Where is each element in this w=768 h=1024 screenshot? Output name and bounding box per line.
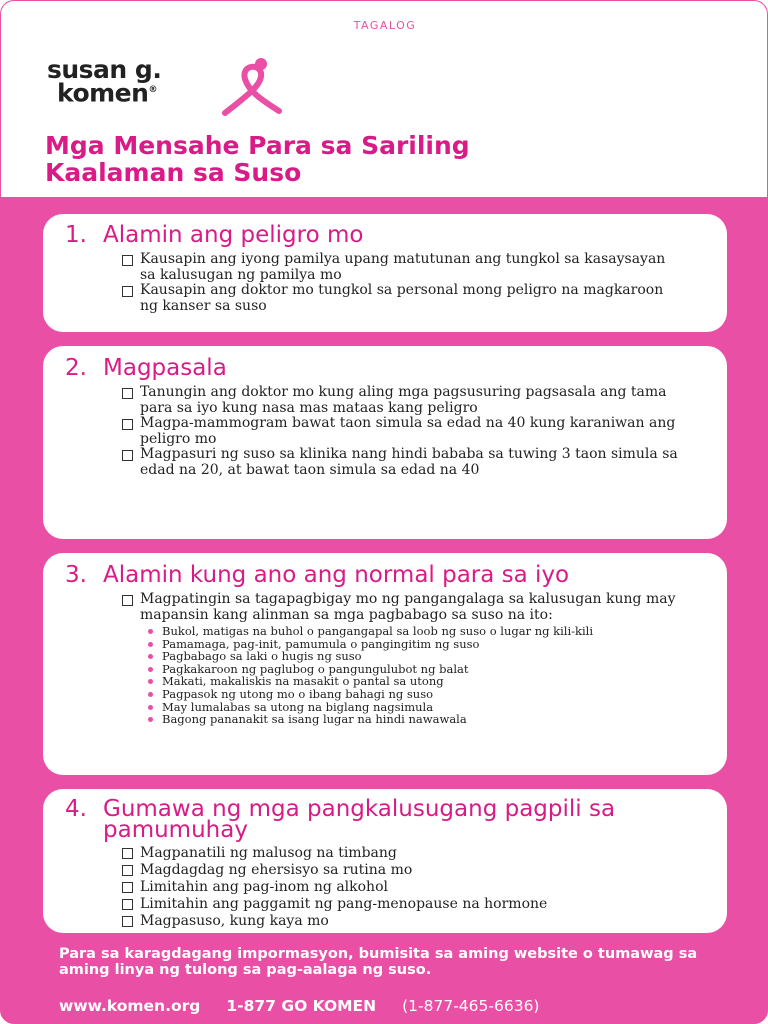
checkbox-icon — [122, 255, 133, 266]
section-4-number: 4. — [65, 796, 87, 822]
logo-registered: ® — [148, 85, 157, 95]
header-area — [1, 1, 768, 197]
bullet-item: May lumalabas sa utong na biglang nagsimula — [148, 701, 693, 714]
section-4-title: Gumawa ng mga pangkalusugang pagpili sa pamumuhay — [103, 796, 616, 843]
section-1-heading — [65, 222, 727, 248]
language-label: TAGALOG — [353, 19, 417, 32]
website-link[interactable]: www.komen.org — [59, 997, 201, 1015]
checklist-item: Magpanatili ng malusog na timbang — [122, 845, 722, 862]
bullet-item: Pagbabago sa laki o hugis ng suso — [148, 650, 693, 663]
logo-wordmark — [47, 55, 162, 108]
contact-line — [59, 997, 749, 1015]
checkbox-icon — [122, 882, 133, 893]
bullet-item: Pamamaga, pag-init, pamumula o pangingitim ng suso — [148, 638, 693, 651]
bullet-dot-icon — [148, 654, 153, 659]
footer-text: Para sa karagdagang impormasyon, bumisita sa aming website o tumawag sa aming linya ng tulong sa pag-aalaga ng suso. — [59, 946, 698, 978]
section-2-panel — [43, 346, 727, 539]
bullet-dot-icon — [148, 717, 153, 722]
phone-numeric: (1-877-465-6636) — [402, 997, 540, 1015]
bullet-dot-icon — [148, 667, 153, 672]
section-3-number: 3. — [65, 562, 87, 588]
section-2-title: Magpasala — [103, 355, 227, 381]
checklist-item: Kausapin ang doktor mo tungkol sa personal mong peligro na magkaroon ng kanser sa suso — [122, 283, 682, 314]
checkbox-icon — [122, 419, 133, 430]
checkbox-icon — [122, 286, 133, 297]
checklist-item: Magpa-mammogram bawat taon simula sa edad na 40 kung karaniwan ang peligro mo — [122, 416, 682, 447]
section-1-number: 1. — [65, 222, 87, 248]
section-1-panel — [43, 214, 727, 332]
checkbox-icon — [122, 865, 133, 876]
checkbox-icon — [122, 916, 133, 927]
bullet-dot-icon — [148, 679, 153, 684]
checklist-item: Magpasuri ng suso sa klinika nang hindi bababa sa tuwing 3 taon simula sa edad na 20, at bawat taon simula sa edad na 40 — [122, 447, 682, 478]
page-title — [45, 132, 735, 186]
bullet-item: Bukol, matigas na buhol o pangangapal sa loob ng suso o lugar ng kili-kili — [148, 625, 693, 638]
checkbox-icon — [122, 899, 133, 910]
checkbox-icon — [122, 848, 133, 859]
bullet-item: Pagpasok ng utong mo o ibang bahagi ng suso — [148, 688, 693, 701]
section-3-panel — [43, 553, 727, 775]
komen-logo — [47, 55, 287, 119]
title-line1: Mga Mensahe Para sa Sariling — [45, 131, 470, 160]
bullet-dot-icon — [148, 692, 153, 697]
logo-line2: komen — [57, 78, 149, 108]
title-line2: Kaalaman sa Suso — [45, 158, 302, 187]
checklist-item: Limitahin ang paggamit ng pang-menopause na hormone — [122, 896, 722, 913]
section-1-title: Alamin ang peligro mo — [103, 222, 364, 248]
checklist-item: Limitahin ang pag-inom ng alkohol — [122, 879, 722, 896]
bullet-dot-icon — [148, 629, 153, 634]
bullet-item: Makati, makaliskis na masakit o pantal sa utong — [148, 675, 693, 688]
pink-ribbon-icon — [215, 55, 285, 117]
section-2-heading — [65, 355, 727, 381]
checklist-item: Magdagdag ng ehersisyo sa rutina mo — [122, 862, 722, 879]
section-4-panel — [43, 789, 727, 933]
checklist-item: Tanungin ang doktor mo kung aling mga pagsusuring pagsasala ang tama para sa iyo kung nasa mas mataas kang peligro — [122, 385, 682, 416]
checklist-item: Magpasuso, kung kaya mo — [122, 913, 722, 930]
bullet-item: Bagong pananakit sa isang lugar na hindi nawawala — [148, 713, 693, 726]
section-4-heading — [65, 796, 705, 843]
section-3-heading — [65, 562, 705, 588]
checkbox-icon — [122, 388, 133, 399]
logo-line1: susan g. — [47, 55, 162, 84]
phone-number: 1-877 GO KOMEN — [226, 997, 377, 1015]
checkbox-icon — [122, 595, 133, 606]
checklist-item: Kausapin ang iyong pamilya upang matutunan ang tungkol sa kasaysayan sa kalusugan ng pamilya mo — [122, 252, 682, 283]
checkbox-icon — [122, 450, 133, 461]
section-3-title: Alamin kung ano ang normal para sa iyo — [103, 562, 570, 588]
section-2-number: 2. — [65, 355, 87, 381]
bullet-item: Pagkakaroon ng paglubog o pangungulubot ng balat — [148, 663, 693, 676]
bullet-dot-icon — [148, 642, 153, 647]
checklist-item: Magpatingin sa tagapagbigay mo ng pangangalaga sa kalusugan kung may mapansin kang alinman sa mga pagbabago sa suso na ito: — [122, 592, 692, 623]
bullet-dot-icon — [148, 705, 153, 710]
